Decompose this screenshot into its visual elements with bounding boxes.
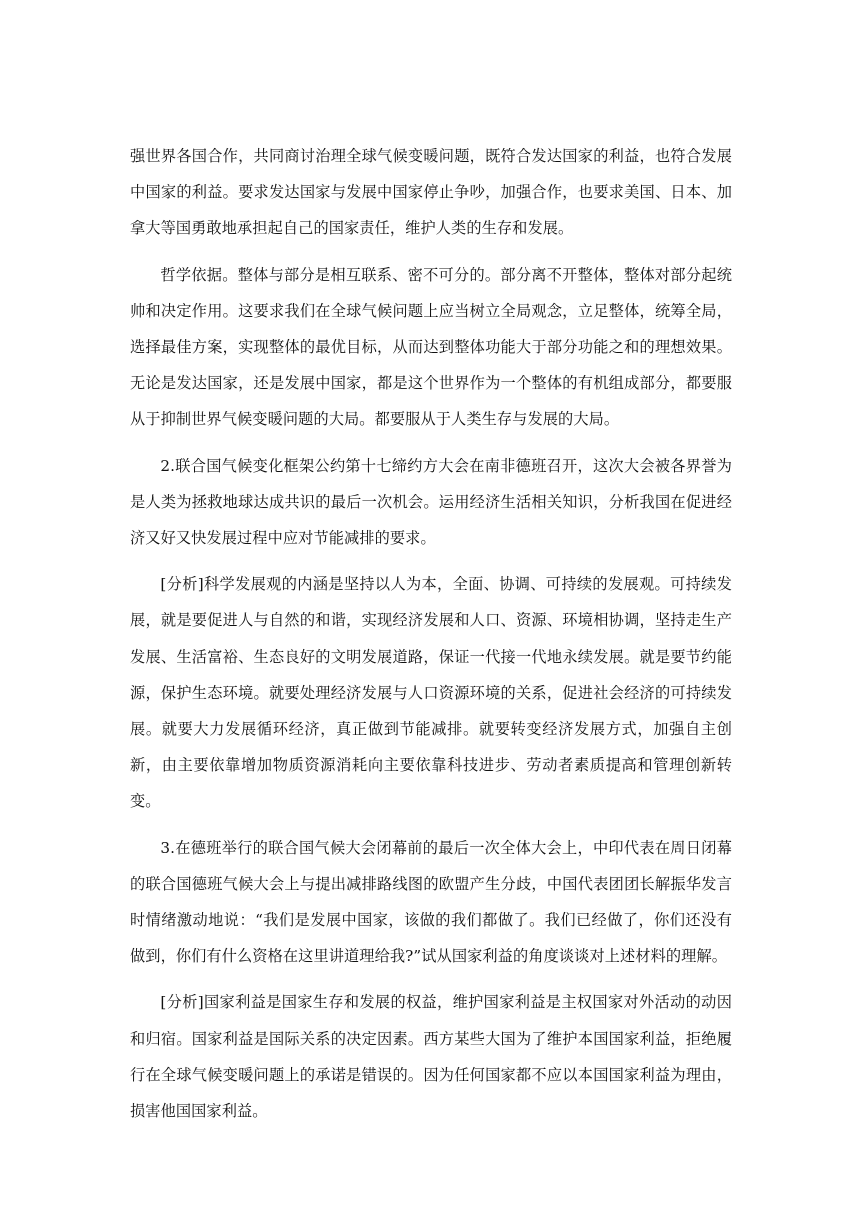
document-page — [130, 0, 732, 1139]
analysis-3: [分析]国家利益是国家生存和发展的权益，维护国家利益是主权国家对外活动的动因和归宿。国家利益是国际关系的决定因素。西方某些大国为了维护本国国家利益，拒绝履行在全球气候变暖问题上的承诺是错误的。因为任何国家都不应以本国国家利益为理由，损害他国国家利益。 — [130, 993, 732, 1121]
question-3: 3.在德班举行的联合国气候大会闭幕前的最后一次全体大会上，中印代表在周日闭幕的联合国德班气候大会上与提出减排路线图的欧盟产生分歧，中国代表团团长解振华发言时情绪激动地说：“我们是发展中国家，该做的我们都做了。我们已经做了，你们还没有做到，你们有什么资格在这里讲道理给我?”试从国家利益的角度谈谈对上述材料的理解。 — [130, 838, 732, 966]
analysis-2: [分析]科学发展观的内涵是坚持以人为本，全面、协调、可持续的发展观。可持续发展，就是要促进人与自然的和谐，实现经济发展和人口、资源、环境相协调，坚持走生产发展、生活富裕、生态良好的文明发展道路，保证一代接一代地永续发展。就是要节约能源，保护生态环境。就要处理经济发展与人口资源环境的关系，促进社会经济的可持续发展。就要大力发展循环经济，真正做到节能减排。就要转变经济发展方式，加强自主创新，由主要依靠增加物质资源消耗向主要依靠科技进步、劳动者素质提高和管理创新转变。 — [130, 575, 732, 811]
question-2: 2.联合国气候变化框架公约第十七缔约方大会在南非德班召开，这次大会被各界誉为是人类为拯救地球达成共识的最后一次机会。运用经济生活相关知识，分析我国在促进经济又好又快发展过程中应对节能减排的要求。 — [130, 456, 732, 548]
paragraph-philosophy-basis: 哲学依据。整体与部分是相互联系、密不可分的。部分离不开整体，整体对部分起统帅和决定作用。这要求我们在全球气候问题上应当树立全局观念，立足整体，统筹全局，选择最佳方案，实现整体的最优目标，从而达到整体功能大于部分功能之和的理想效果。无论是发达国家，还是发展中国家，都是这个世界作为一个整体的有机组成部分，都要服从于抑制世界气候变暖问题的大局。都要服从于人类生存与发展的大局。 — [130, 265, 732, 429]
paragraph-continuation: 强世界各国合作，共同商讨治理全球气候变暖问题，既符合发达国家的利益，也符合发展中国家的利益。要求发达国家与发展中国家停止争吵，加强合作，也要求美国、日本、加拿大等国勇敢地承担起自己的国家责任，维护人类的生存和发展。 — [130, 147, 732, 238]
